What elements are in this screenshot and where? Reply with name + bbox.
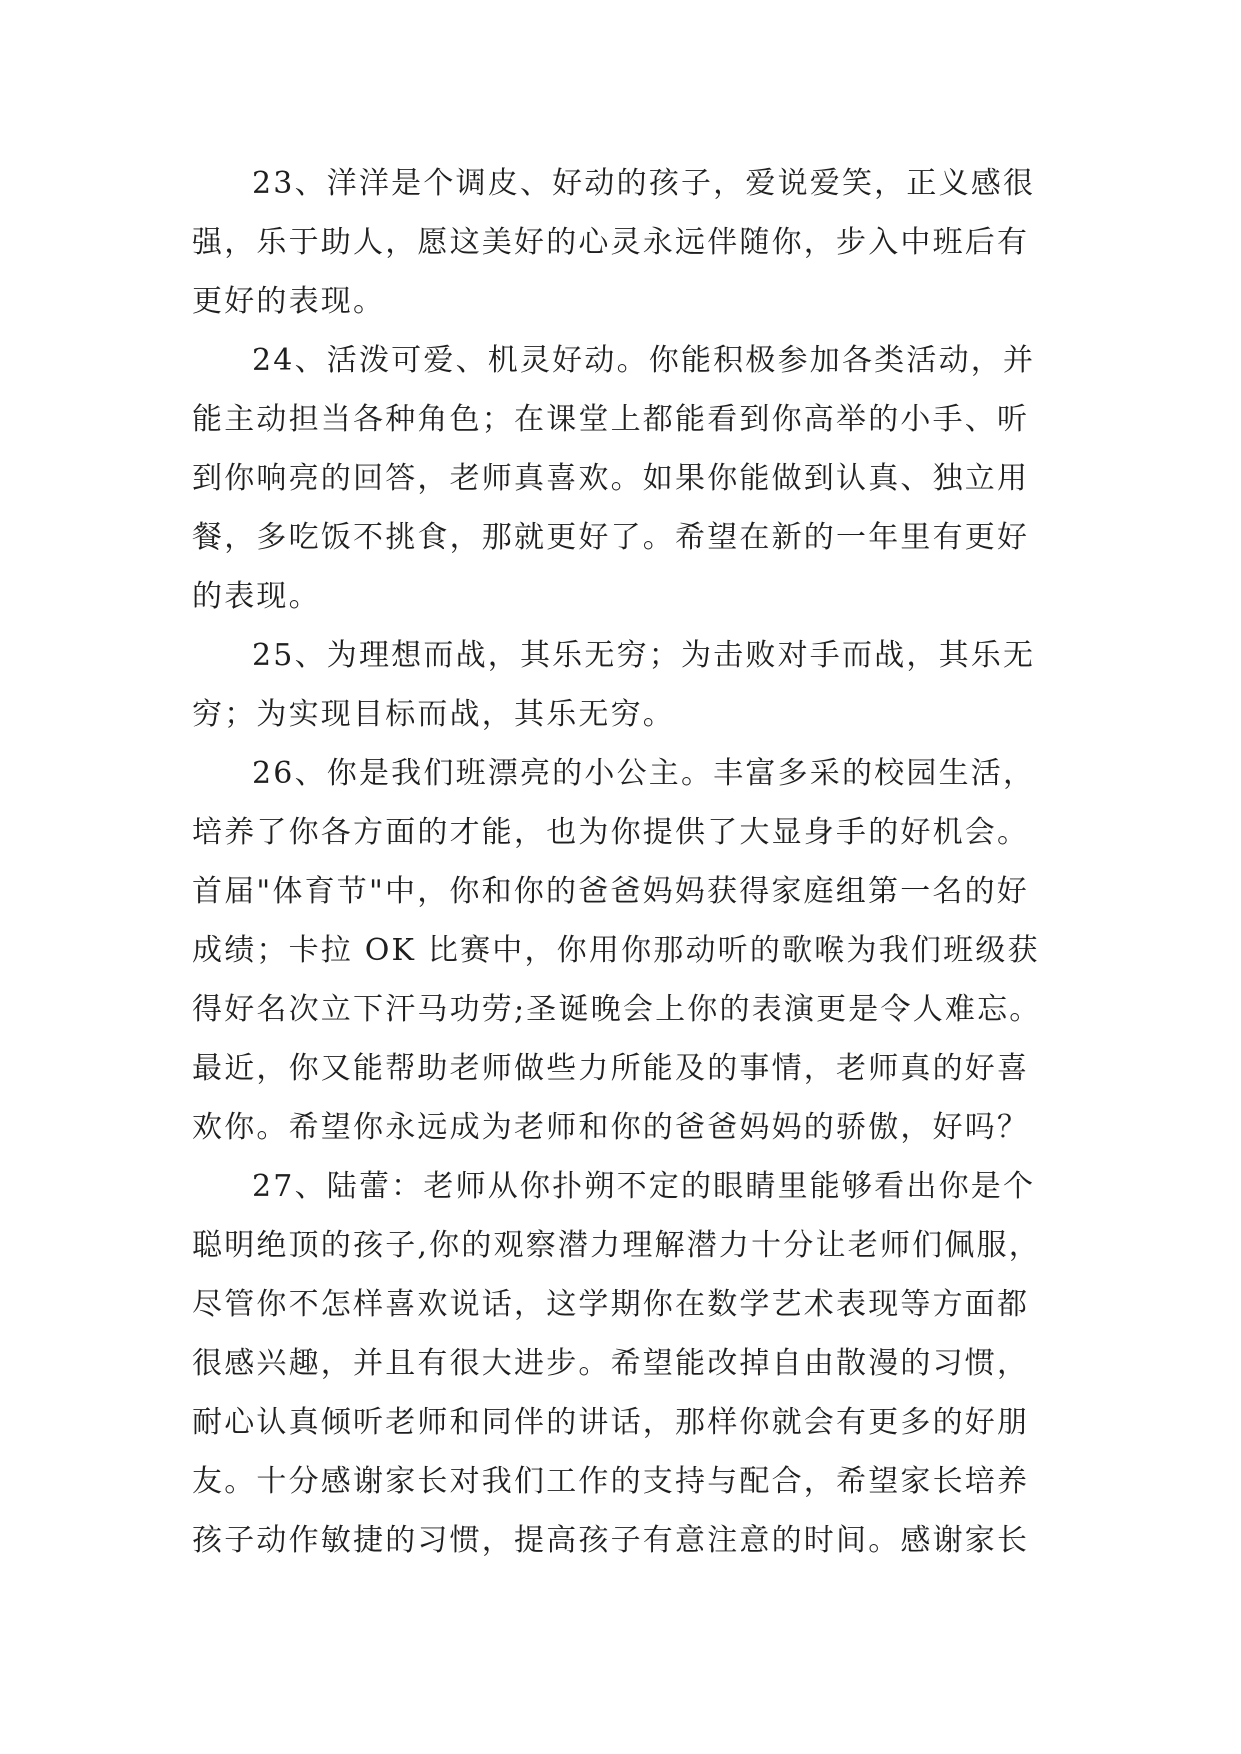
paragraph-27-line-2: 聪明绝顶的孩子,你的观察潜力理解潜力十分让老师们佩服， bbox=[192, 1228, 1041, 1263]
paragraph-23-line-2: 强，乐于助人，愿这美好的心灵永远伴随你，步入中班后有 bbox=[192, 225, 1030, 260]
paragraph-26-line-6: 最近，你又能帮助老师做些力所能及的事情，老师真的好喜 bbox=[192, 1051, 1030, 1086]
paragraph-26-line-1: 26、你是我们班漂亮的小公主。丰富多采的校园生活， bbox=[252, 756, 1036, 791]
paragraph-27-line-3: 尽管你不怎样喜欢说话，这学期你在数学艺术表现等方面都 bbox=[192, 1287, 1030, 1322]
paragraph-27-line-6: 友。十分感谢家长对我们工作的支持与配合，希望家长培养 bbox=[192, 1464, 1030, 1499]
paragraph-26-line-4: 成绩；卡拉 OK 比赛中，你用你那动听的歌喉为我们班级获 bbox=[192, 933, 1040, 968]
paragraph-24-line-5: 的表现。 bbox=[192, 579, 321, 614]
paragraph-25-line-1: 25、为理想而战，其乐无穷；为击败对手而战，其乐无 bbox=[252, 638, 1036, 673]
paragraph-26-line-3: 首届"体育节"中，你和你的爸爸妈妈获得家庭组第一名的好 bbox=[192, 874, 1029, 909]
paragraph-24-line-4: 餐，多吃饭不挑食，那就更好了。希望在新的一年里有更好 bbox=[192, 520, 1030, 555]
paragraph-24-line-3: 到你响亮的回答，老师真喜欢。如果你能做到认真、独立用 bbox=[192, 461, 1030, 496]
paragraph-27-line-4: 很感兴趣，并且有很大进步。希望能改掉自由散漫的习惯， bbox=[192, 1346, 1030, 1381]
paragraph-23-line-1: 23、洋洋是个调皮、好动的孩子，爱说爱笑，正义感很 bbox=[252, 166, 1036, 201]
paragraph-24-line-1: 24、活泼可爱、机灵好动。你能积极参加各类活动，并 bbox=[252, 343, 1036, 378]
paragraph-23-line-3: 更好的表现。 bbox=[192, 284, 386, 319]
paragraph-26-line-7: 欢你。希望你永远成为老师和你的爸爸妈妈的骄傲，好吗？ bbox=[192, 1110, 1030, 1145]
paragraph-25-line-2: 穷；为实现目标而战，其乐无穷。 bbox=[192, 697, 675, 732]
paragraph-26-line-5: 得好名次立下汗马功劳;圣诞晚会上你的表演更是令人难忘。 bbox=[192, 992, 1042, 1027]
paragraph-27-line-7: 孩子动作敏捷的习惯，提高孩子有意注意的时间。感谢家长 bbox=[192, 1523, 1030, 1558]
paragraph-27-line-5: 耐心认真倾听老师和同伴的讲话，那样你就会有更多的好朋 bbox=[192, 1405, 1030, 1440]
paragraph-27-line-1: 27、陆蕾：老师从你扑朔不定的眼睛里能够看出你是个 bbox=[252, 1169, 1036, 1204]
paragraph-26-line-2: 培养了你各方面的才能，也为你提供了大显身手的好机会。 bbox=[192, 815, 1030, 850]
paragraph-24-line-2: 能主动担当各种角色；在课堂上都能看到你高举的小手、听 bbox=[192, 402, 1030, 437]
